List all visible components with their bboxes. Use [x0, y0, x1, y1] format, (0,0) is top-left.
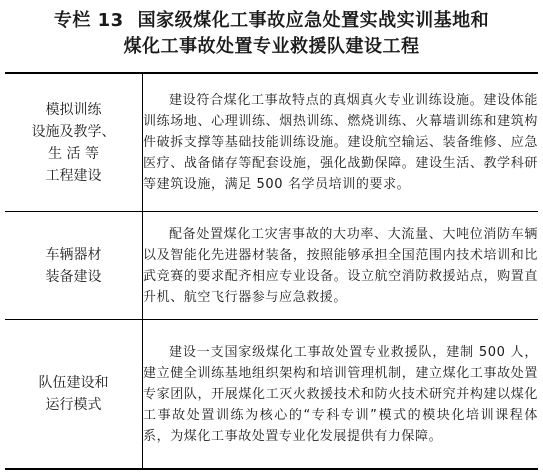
row-content-text: 建设符合煤化工事故特点的真烟真火专业训练设施。建设体能训练场地、心理训练、烟热训练、燃烧训练、火幕墙训练和建筑构件破拆支撑等基础技能训练设施。建设航空输运、装备维修、应急医疗、战备储存等配套设施，强化战勤保障。建设生活、教学科研等建筑设施，满足 500 名学员培训的要求。: [143, 93, 538, 192]
table-row: [5, 212, 538, 320]
title-line-1: [0, 8, 543, 34]
box-title-part-1: 国家级煤化工事故应急处置实战实训基地和: [137, 10, 490, 31]
row-heading-line: 车辆器材: [45, 246, 102, 263]
row-content: [143, 212, 539, 320]
row-heading-line: 运行模式: [45, 397, 102, 413]
box-title-part-2: 煤化工事故处置专业救援队建设工程: [123, 36, 420, 57]
row-heading-line: 装备建设: [45, 268, 102, 285]
table-row: [5, 320, 538, 470]
row-content: [143, 320, 539, 470]
table-row: [5, 73, 538, 212]
row-content-text: 建设一支国家级煤化工事故处置专业救援队，建制 500 人，建立健全训练基地组织架构和培训管理机制，建立煤化工事故处置专家团队，开展煤化工灭火救援技术和防火技术研究并构建以煤化工事故处置训练为核心的“专科专训”模式的模块化培训课程体系，为煤化工事故处置专业化发展提供有力保障。: [143, 344, 538, 444]
row-content-text: 配备处置煤化工灾害事故的大功率、大流量、大吨位消防车辆以及智能化先进器材装备，按照能够承担全国范围内技术培训和比武竞赛的要求配齐相应专业设备。设立航空消防救援站点，购置直升机、航空飞行器参与应急救援。: [143, 226, 538, 305]
row-heading-line: 队伍建设和: [38, 375, 109, 391]
row-heading: [5, 73, 143, 212]
row-heading-line: 工程建设: [45, 167, 102, 184]
project-table: [5, 72, 538, 470]
box-label: 专栏 13: [53, 10, 124, 31]
row-heading: [5, 320, 143, 470]
row-heading-line: 模拟训练: [45, 101, 102, 118]
box-header: [0, 0, 543, 72]
row-heading: [5, 212, 143, 320]
row-heading-line: 生 活 等: [48, 145, 99, 162]
row-content: [143, 73, 539, 212]
row-heading-line: 设施及教学、: [31, 123, 116, 140]
